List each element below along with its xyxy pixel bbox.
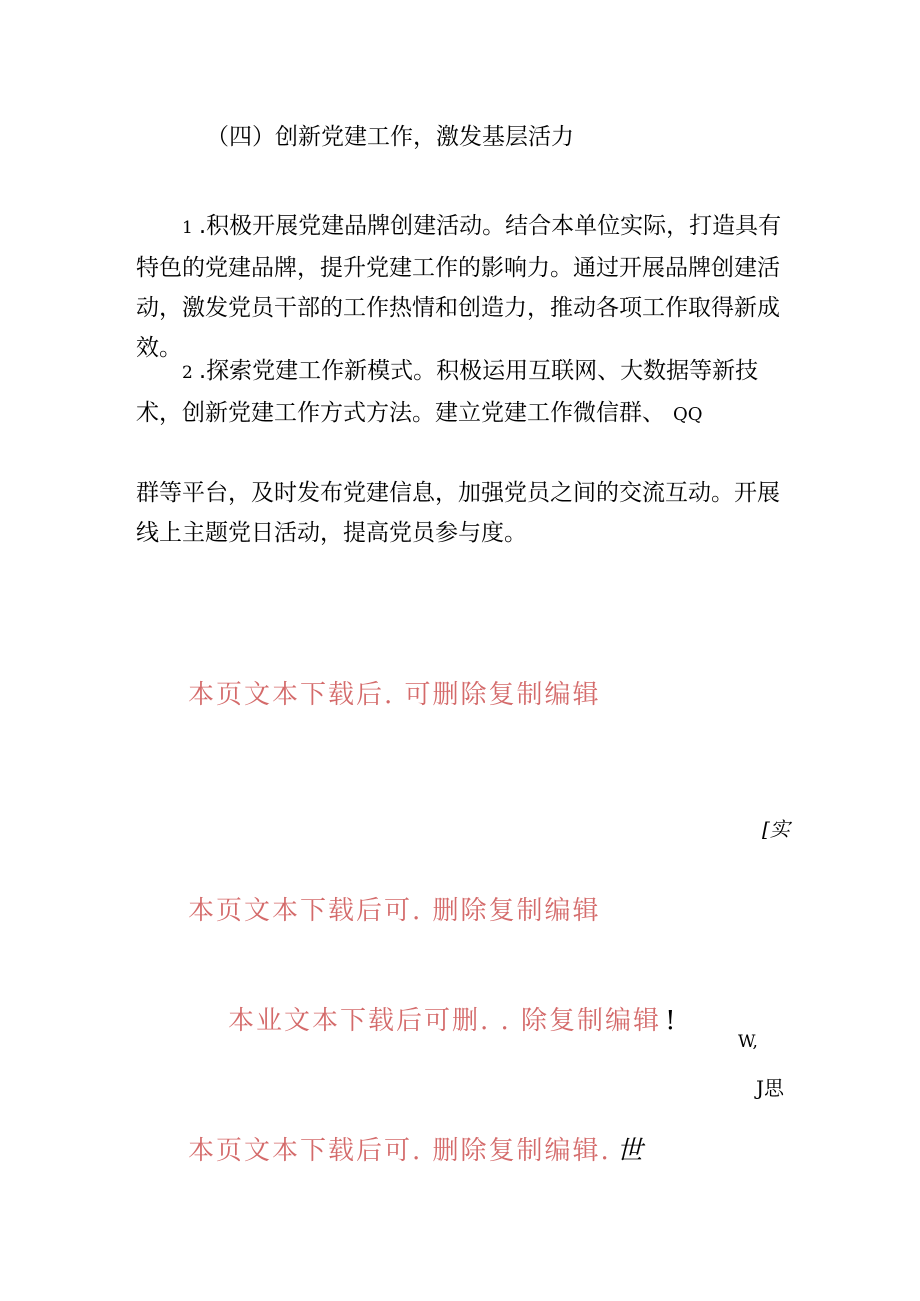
- item-text-tail: QQ: [673, 404, 703, 425]
- watermark-suffix: !: [665, 1006, 678, 1036]
- watermark-suffix: 世: [616, 1136, 645, 1166]
- item-number: 1: [182, 218, 193, 238]
- watermark-text: 本页文本下载后可. 删除复制编辑: [188, 896, 601, 926]
- section-heading: （四）创新党建工作，激发基层活力: [206, 124, 574, 150]
- watermark-text: 本页文本下载后可. 删除复制编辑.: [188, 1136, 611, 1166]
- paragraph-item-2: [136, 351, 792, 435]
- item-number: 2: [182, 363, 193, 383]
- stray-mark: W,: [738, 1032, 758, 1052]
- item-text: .探索党建工作新模式。积极运用互联网、大数据等新技术，创新党建工作方式方法。建立党建工作微信群、: [136, 358, 759, 426]
- watermark-text: 本页文本下载后. 可删除复制编辑: [188, 680, 601, 710]
- stray-mark: [实: [762, 817, 790, 841]
- paragraph-continuation: 群等平台，及时发布党建信息，加强党员之间的交流互动。开展线上主题党日活动，提高党员参与度。: [136, 480, 780, 546]
- watermark-line: [188, 1130, 645, 1167]
- item-text: .积极开展党建品牌创建活动。结合本单位实际，打造具有特色的党建品牌，提升党建工作的影响力。通过开展品牌创建活动，激发党员干部的工作热情和创造力，推动各项工作取得新成效。: [136, 213, 782, 361]
- watermark-line: [228, 1000, 678, 1037]
- watermark-text: 本业文本下载后可删. . 除复制编辑: [228, 1006, 662, 1036]
- stray-mark: J思: [756, 1076, 785, 1100]
- paragraph-item-1: [136, 206, 792, 368]
